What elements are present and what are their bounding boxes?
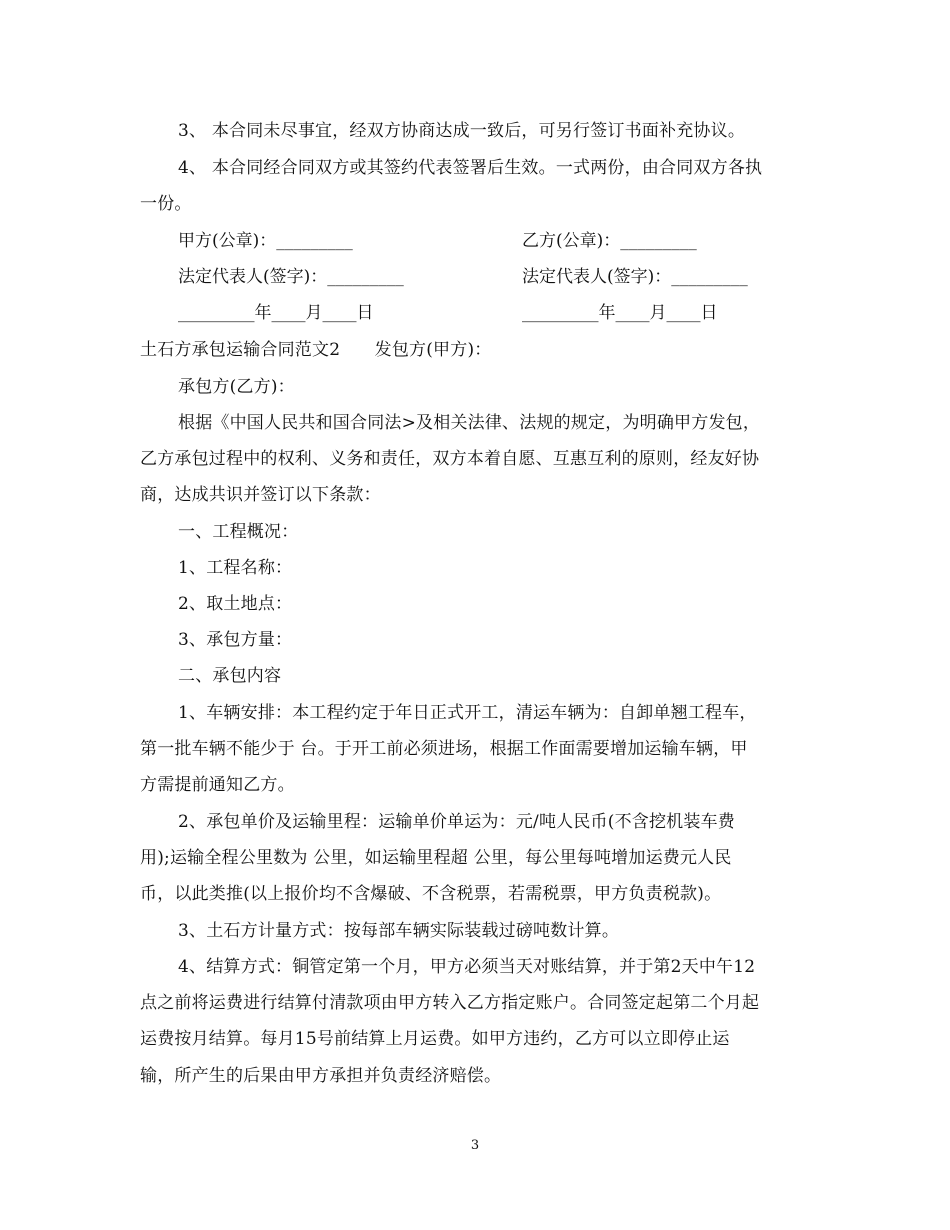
item-3-line-1: 3、土石方计量方式：按每部车辆实际装载过磅吨数计算。 [178, 921, 620, 941]
item-1-line-3: 方需提前通知乙方。 [140, 775, 295, 795]
section-1-title: 一、工程概况： [178, 522, 299, 542]
party-b-date-field: _________年____月____日 [522, 303, 718, 323]
item-2-line-3: 币，以此类推(以上报价均不含爆破、不含税票，若需税票，甲方负责税款)。 [140, 884, 722, 904]
preamble-line-2: 乙方承包过程中的权利、义务和责任，双方本着自愿、互惠互利的原则，经友好协 [140, 449, 760, 469]
item-4-line-2: 点之前将运费进行结算付清款项由甲方转入乙方指定账户。合同签定起第二个月起 [140, 993, 760, 1013]
contract-2-heading: 土石方承包运输合同范文2 发包方(甲方)： [140, 340, 492, 360]
item-4-line-3: 运费按月结算。每月15号前结算上月运费。如甲方违约，乙方可以立即停止运 [140, 1029, 730, 1049]
section-1-item-2: 2、取土地点： [178, 594, 293, 614]
item-2-line-2: 用);运输全程公里数为 公里，如运输里程超 公里，每公里每吨增加运费元人民 [140, 848, 732, 868]
preamble-line-1: 根据《中国人民共和国合同法>及相关法律、法规的规定，为明确甲方发包， [178, 413, 761, 433]
clause-3: 3、 本合同未尽事宜，经双方协商达成一致后，可另行签订书面补充协议。 [178, 121, 746, 141]
party-a-seal-field: 甲方(公章)：_________ [178, 231, 353, 251]
item-4-line-4: 输，所产生的后果由甲方承担并负责经济赔偿。 [140, 1066, 502, 1086]
contractor-party-line: 承包方(乙方)： [178, 377, 295, 397]
party-b-seal-field: 乙方(公章)：_________ [522, 231, 697, 251]
clause-4-line-2: 一份。 [140, 194, 192, 214]
clause-4-line-1: 4、 本合同经合同双方或其签约代表签署后生效。一式两份，由合同双方各执 [178, 158, 763, 178]
item-4-line-1: 4、结算方式：铜管定第一个月，甲方必须当天对账结算，并于第2天中午12 [178, 957, 756, 977]
item-2-line-1: 2、承包单价及运输里程：运输单价单运为：元/吨人民币(不含挖机装车费 [178, 812, 735, 832]
page-number: 3 [470, 1138, 480, 1153]
section-1-item-1: 1、工程名称： [178, 558, 293, 578]
item-1-line-2: 第一批车辆不能少于 台。于开工前必须进场，根据工作面需要增加运输车辆，甲 [140, 739, 748, 759]
party-a-date-field: _________年____月____日 [178, 303, 374, 323]
item-1-line-1: 1、车辆安排：本工程约定于年日正式开工，清运车辆为：自卸单翘工程车， [178, 703, 757, 723]
preamble-line-3: 商，达成共识并签订以下条款： [140, 485, 381, 505]
section-2-title: 二、承包内容 [178, 666, 282, 686]
party-b-representative-field: 法定代表人(签字)：_________ [522, 267, 748, 287]
party-a-representative-field: 法定代表人(签字)：_________ [178, 267, 404, 287]
section-1-item-3: 3、承包方量： [178, 630, 293, 650]
